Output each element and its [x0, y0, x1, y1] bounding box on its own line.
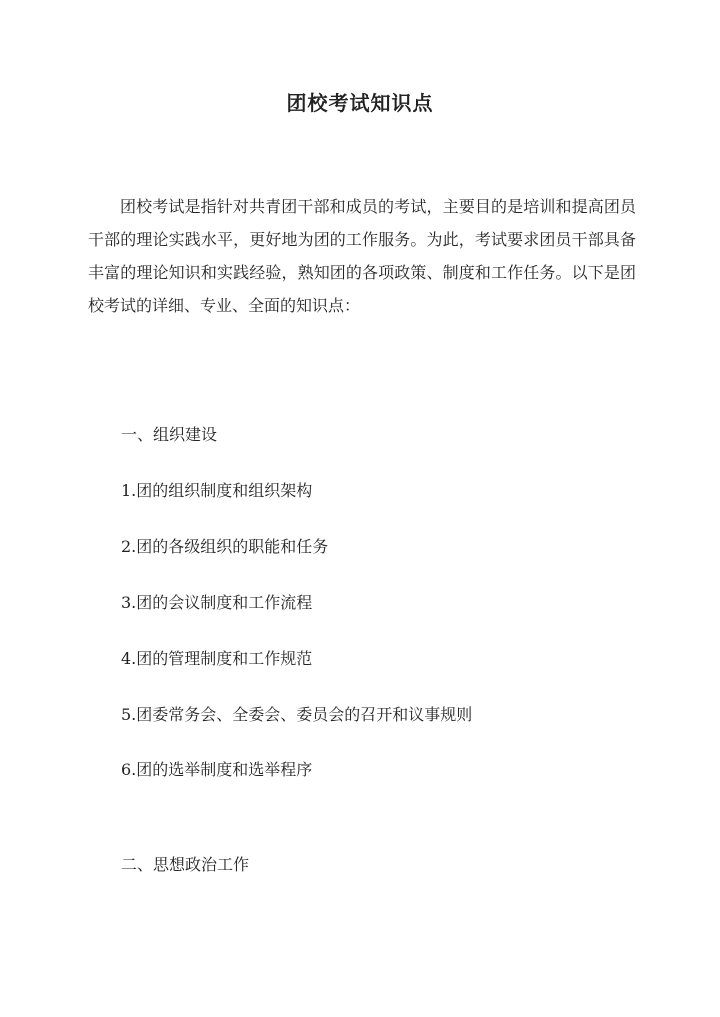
- list-item: 3.团的会议制度和工作流程: [121, 593, 313, 612]
- list-item: 5.团委常务会、全委会、委员会的召开和议事规则: [121, 705, 473, 724]
- list-item: 1.团的组织制度和组织架构: [121, 481, 313, 500]
- intro-paragraph: 团校考试是指针对共青团干部和成员的考试，主要目的是培训和提高团员干部的理论实践水平，更好地为团的工作服务。为此，考试要求团员干部具备丰富的理论知识和实践经验，熟知团的各项政策、制度和工作任务。以下是团校考试的详细、专业、全面的知识点：: [88, 197, 636, 315]
- section-heading-organization: 一、组织建设: [121, 425, 218, 444]
- document-title: 团校考试知识点: [286, 91, 434, 115]
- list-item: 6.团的选举制度和选举程序: [121, 760, 313, 779]
- section-heading-ideology: 二、思想政治工作: [121, 855, 250, 874]
- list-item: 2.团的各级组织的职能和任务: [121, 537, 329, 556]
- list-item: 4.团的管理制度和工作规范: [121, 649, 313, 668]
